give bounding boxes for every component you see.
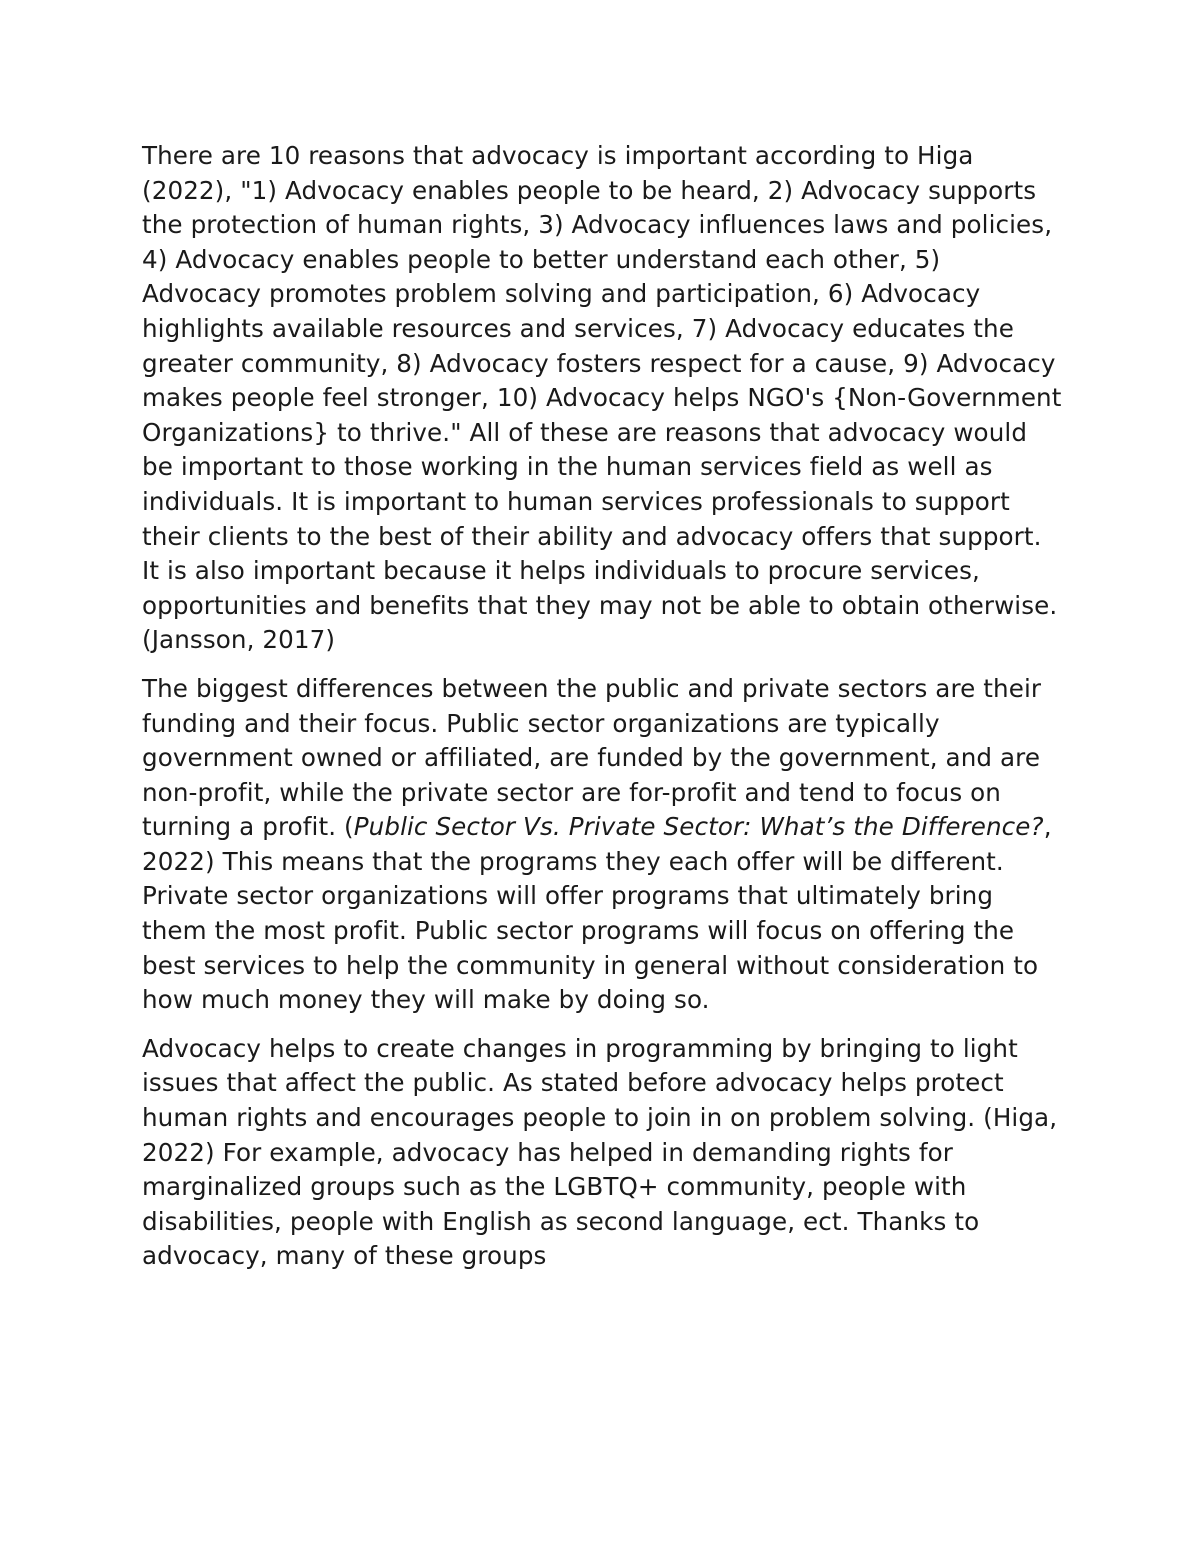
paragraph-text: , 2022) This means that the programs they each offer will be different. Private sector organizations will offer programs that ultimately bring them the most profit. Public sector programs will focus on offering the best services to help the community in general without consideration to how much money they will make by doing so. xyxy=(142,812,1052,1015)
paragraph-text: The biggest differences between the public and private sectors are their funding and their focus. Public sector organizations are typically government owned or affiliated, are funded by the government, and are non-profit, while the private sector are for-profit and tend to focus on turning a profit. ( xyxy=(142,673,1042,842)
paragraph-public-private-sectors xyxy=(142,672,1064,1018)
document-body xyxy=(142,139,1064,1288)
paragraph-text: Advocacy helps to create changes in programming by bringing to light issues that affect the public. As stated before advocacy helps protect human rights and encourages people to join in on problem solving. (Higa, 2022) For example, advocacy has helped in demanding rights for marginalized groups such as the LGBTQ+ community, people with disabilities, people with English as second language, ect. Thanks to advocacy, many of these groups xyxy=(142,1033,1058,1271)
paragraph-text: There are 10 reasons that advocacy is important according to Higa (2022), "1) Advocacy enables people to be heard, 2) Advocacy supports the protection of human rights, 3) Advocacy influences laws and policies, 4) Advocacy enables people to better understand each other, 5) Advocacy promotes problem solving and participation, 6) Advocacy highlights available resources and services, 7) Advocacy educates the greater community, 8) Advocacy fosters respect for a cause, 9) Advocacy makes people feel stronger, 10) Advocacy helps NGO's {Non-Government Organizations} to thrive." All of these are reasons that advocacy would be important to those working in the human services field as well as individuals. It is important to human services professionals to support their clients to the best of their ability and advocacy offers that support. It is also important because it helps individuals to procure services, opportunities and benefits that they may not be able to obtain otherwise. (Jansson, 2017) xyxy=(142,141,1062,655)
citation-title: Public Sector Vs. Private Sector: What’s the Difference? xyxy=(353,812,1044,842)
paragraph-advocacy-changes xyxy=(142,1032,1064,1274)
paragraph-advocacy-reasons xyxy=(142,139,1064,658)
